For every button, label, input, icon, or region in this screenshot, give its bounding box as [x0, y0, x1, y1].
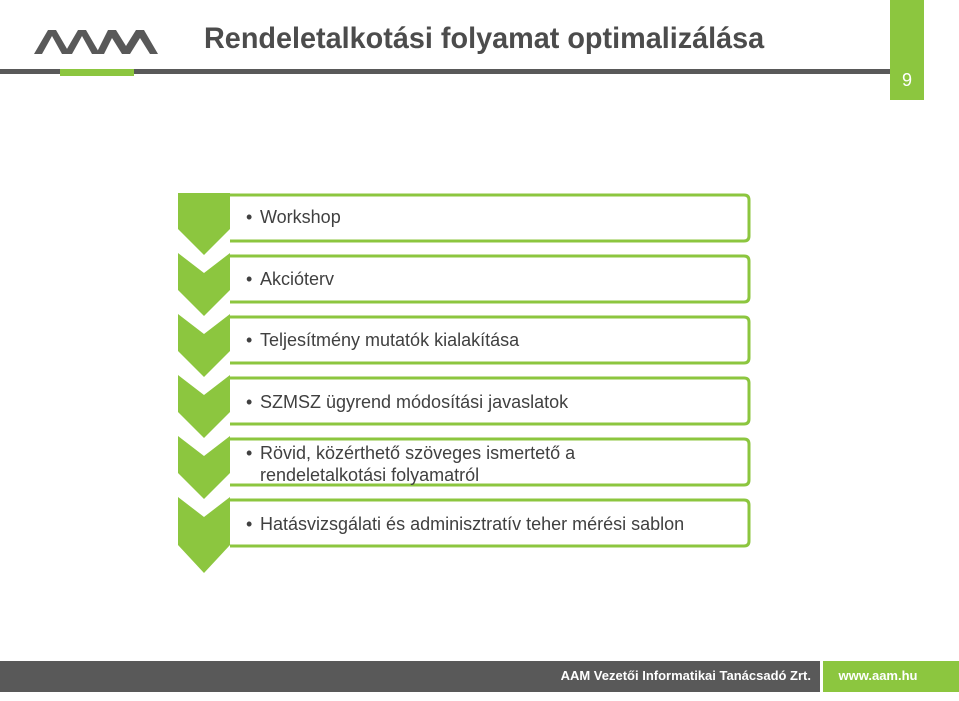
- page-title: Rendeletalkotási folyamat optimalizálása: [204, 22, 765, 55]
- list-item-label: Hatásvizsgálati és adminisztratív teher mérési sablon: [260, 514, 685, 534]
- list-item-label: Akcióterv: [260, 269, 335, 289]
- list-item: [246, 442, 575, 486]
- bullet: •: [246, 269, 253, 289]
- bullet: •: [246, 207, 253, 227]
- footer-website-link[interactable]: www.aam.hu: [838, 668, 918, 683]
- header-accent-bar: [60, 69, 134, 76]
- list-item-label-line2: rendeletalkotási folyamatról: [260, 465, 480, 485]
- list-item-label: Workshop: [260, 207, 341, 227]
- list-item: [246, 513, 684, 535]
- bullet: •: [246, 443, 253, 463]
- chevron-1: [178, 193, 230, 255]
- list-item-label-line1: Rövid, közérthető szöveges ismertető a: [260, 443, 576, 463]
- bullet: •: [246, 392, 253, 412]
- chevron-3: [178, 314, 230, 377]
- page-number: 9: [901, 70, 912, 90]
- list-item: [246, 206, 341, 228]
- list-item: [246, 391, 568, 413]
- bullet: •: [246, 330, 253, 350]
- list-item-label: SZMSZ ügyrend módosítási javaslatok: [260, 392, 569, 412]
- footer-company-name: AAM Vezetői Informatikai Tanácsadó Zrt.: [560, 668, 811, 683]
- chevron-2: [178, 253, 230, 316]
- chevron-5: [178, 436, 230, 499]
- aam-logo: [34, 24, 160, 58]
- list-item-label: Teljesítmény mutatók kialakítása: [260, 330, 520, 350]
- list-item: [246, 329, 519, 351]
- list-item: [246, 268, 334, 290]
- chevron-4: [178, 375, 230, 438]
- chevron-6: [178, 497, 230, 573]
- bullet: •: [246, 514, 253, 534]
